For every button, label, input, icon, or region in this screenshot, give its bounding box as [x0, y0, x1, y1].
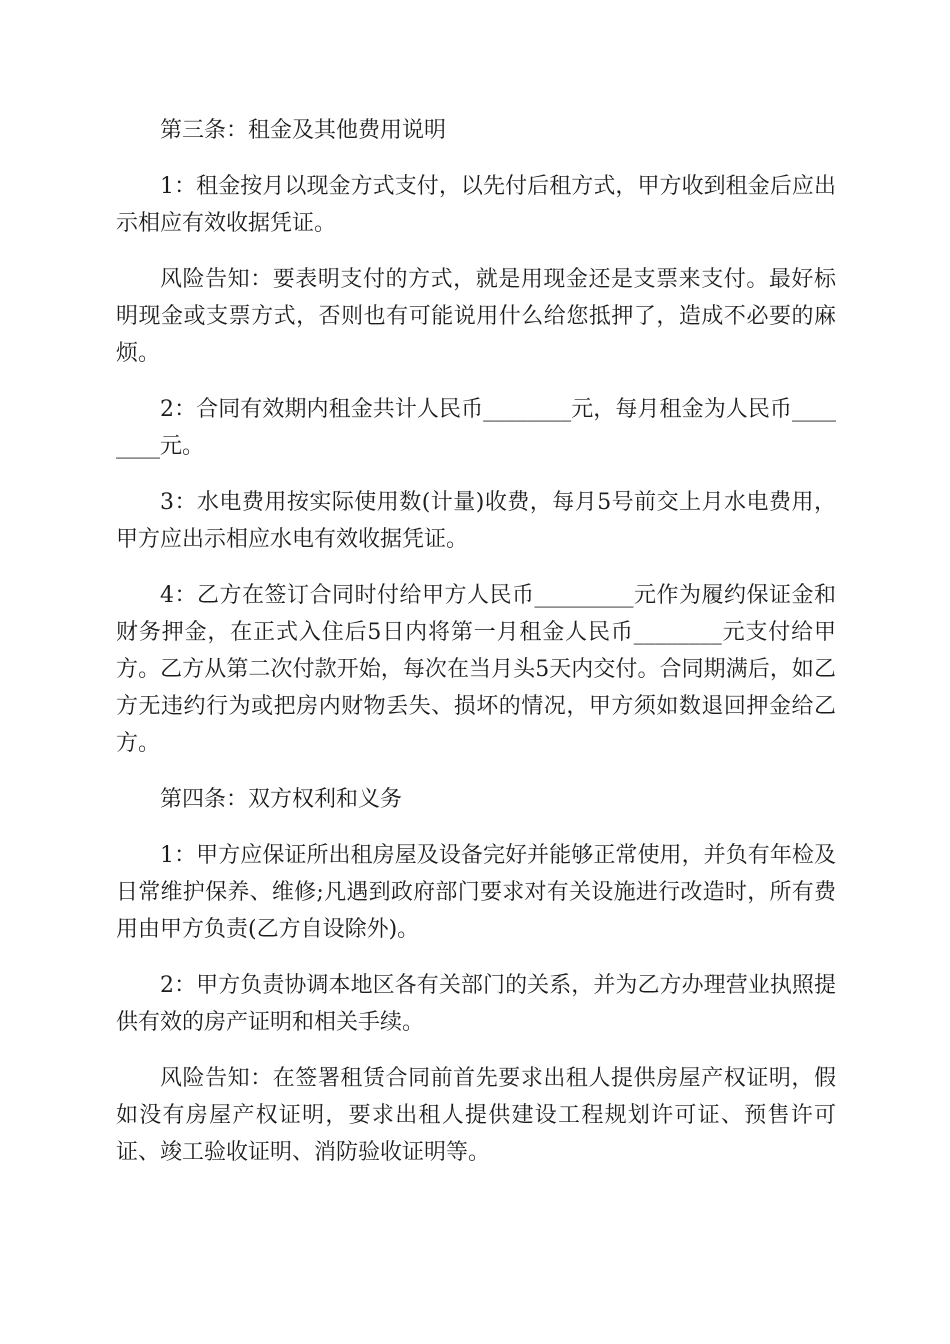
article-4-clause-1: 1：甲方应保证所出租房屋及设备完好并能够正常使用，并负有年检及日常维护保养、维修;凡遇到政府部门要求对有关设施进行改造时，所有费用由甲方负责(乙方自设除外)。 [116, 843, 836, 942]
risk-notice-payment: 风险告知：要表明支付的方式，就是用现金还是支票来支付。最好标明现金或支票方式，否则也有可能说用什么给您抵押了，造成不必要的麻烦。 [116, 267, 836, 366]
article-3-clause-1: 1：租金按月以现金方式支付，以先付后租方式，甲方收到租金后应出示相应有效收据凭证。 [116, 174, 836, 236]
article-3-clause-4: 4：乙方在签订合同时付给甲方人民币_________元作为履约保证金和财务押金，在正式入住后5日内将第一月租金人民币________元支付给甲方。乙方从第二次付款开始，每次在当月头5天内交付。合同期满后，如乙方无违约行为或把房内财物丢失、损坏的情况，甲方须如数退回押金给乙方。 [116, 583, 836, 756]
article-3-clause-3: 3：水电费用按实际使用数(计量)收费，每月5号前交上月水电费用，甲方应出示相应水电有效收据凭证。 [116, 490, 836, 552]
risk-notice-property-certificate: 风险告知：在签署租赁合同前首先要求出租人提供房屋产权证明，假如没有房屋产权证明，要求出租人提供建设工程规划许可证、预售许可证、竣工验收证明、消防验收证明等。 [116, 1066, 836, 1165]
article-4-clause-2: 2：甲方负责协调本地区各有关部门的关系，并为乙方办理营业执照提供有效的房产证明和相关手续。 [116, 973, 836, 1035]
article-3-clause-2: 2：合同有效期内租金共计人民币________元，每月租金为人民币________元。 [116, 397, 836, 459]
document-body [116, 112, 836, 1190]
article-4-heading: 第四条：双方权利和义务 [160, 787, 403, 812]
article-3-heading: 第三条：租金及其他费用说明 [160, 118, 447, 143]
